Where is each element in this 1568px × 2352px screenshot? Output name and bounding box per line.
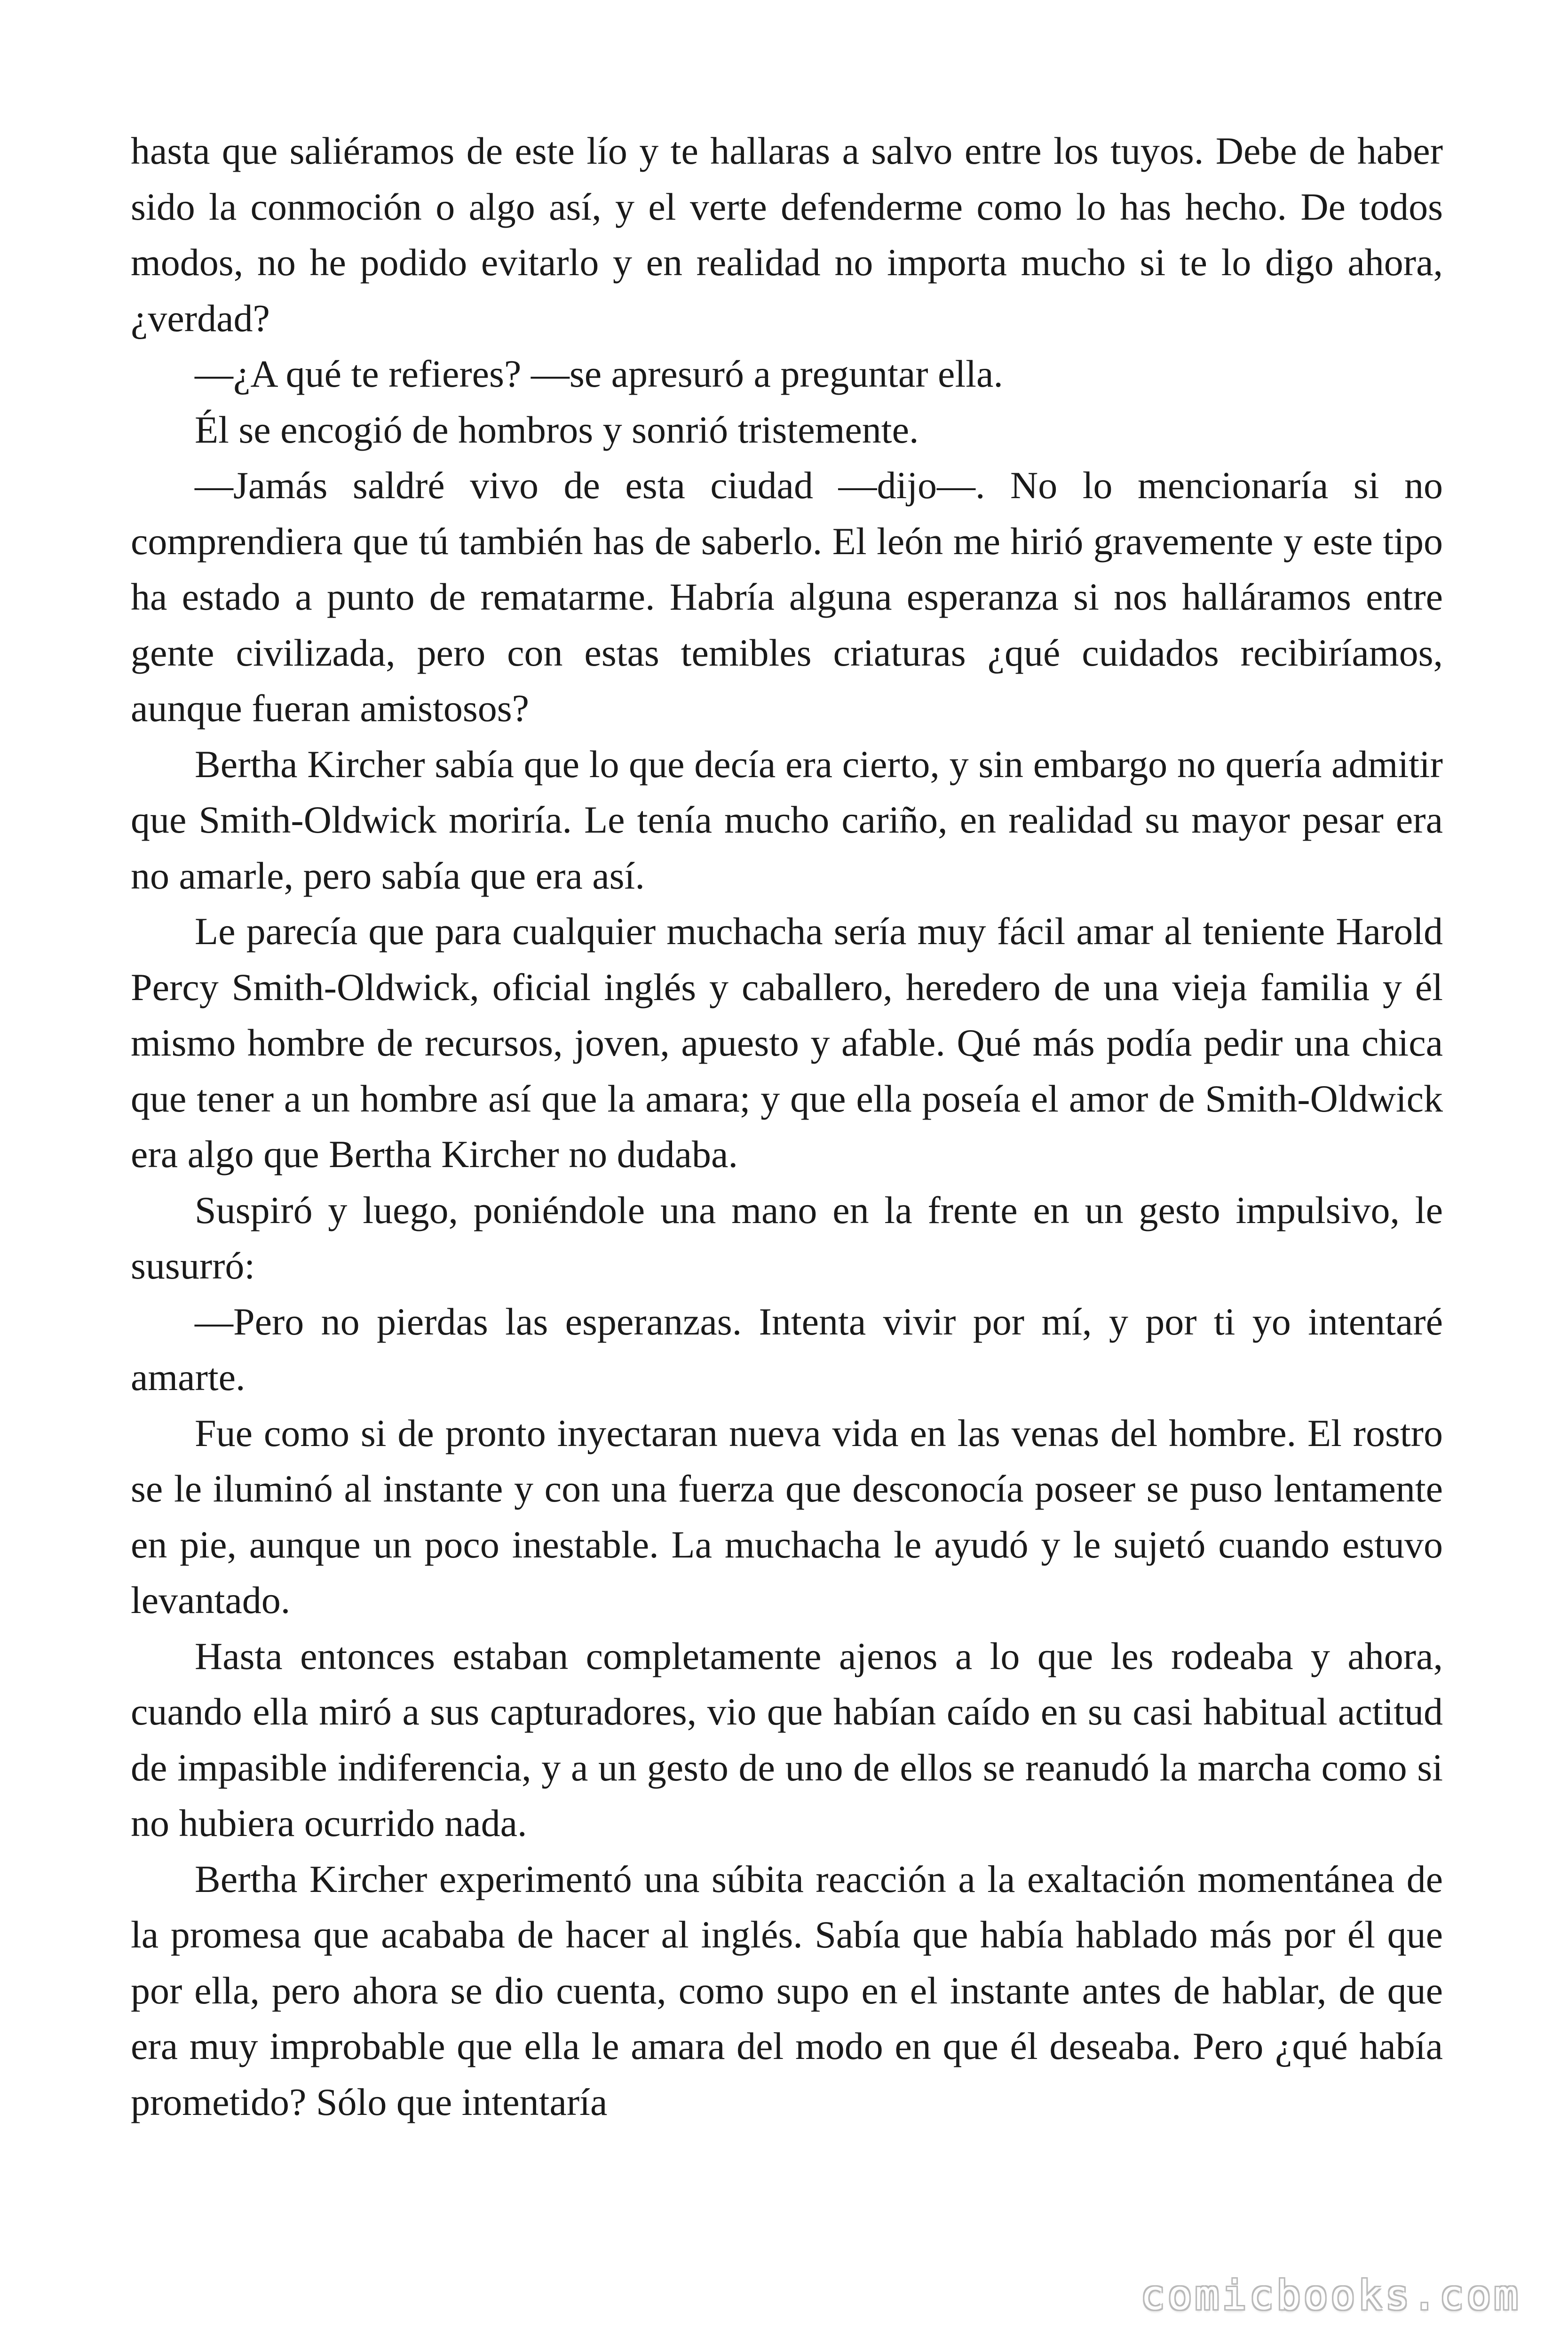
- paragraph: Suspiró y luego, poniéndole una mano en la frente en un gesto impulsivo, le susurró:: [131, 1188, 1443, 1287]
- paragraph: Bertha Kircher experimentó una súbita reacción a la exaltación momentánea de la promesa que acababa de hacer al inglés. Sabía que había hablado más por él que por ella, pero ahora se dio cuenta, como supo en el instante antes de hablar, de que era muy improbable que ella le amara del modo en que él deseaba. Pero ¿qué había prometido? Sólo que intentaría: [131, 1857, 1443, 2123]
- paragraph: Fue como si de pronto inyectaran nueva vida en las venas del hombre. El rostro se le iluminó al instante y con una fuerza que desconocía poseer se puso lentamente en pie, aunque un poco inestable. La muchacha le ayudó y le sujetó cuando estuvo levantado.: [131, 1411, 1443, 1621]
- watermark-logo: comicbooks.com: [1140, 2272, 1521, 2319]
- paragraph: —¿A qué te refieres? —se apresuró a preguntar ella.: [195, 352, 1003, 395]
- paragraph: Hasta entonces estaban completamente ajenos a lo que les rodeaba y ahora, cuando ella miró a sus capturadores, vio que habían caído en su casi habitual actitud de impasible indiferencia, y a un gesto de uno de ellos se reanudó la marcha como si no hubiera ocurrido nada.: [131, 1634, 1443, 1844]
- paragraph: —Jamás saldré vivo de esta ciudad —dijo—. No lo mencionaría si no comprendiera que tú también has de saberlo. El león me hirió gravemente y este tipo ha estado a punto de rematarme. Habría alguna esperanza si nos halláramos entre gente civilizada, pero con estas temibles criaturas ¿qué cuidados recibiríamos, aunque fueran amistosos?: [131, 464, 1443, 730]
- paragraph: —Pero no pierdas las esperanzas. Intenta vivir por mí, y por ti yo intentaré amarte.: [131, 1300, 1443, 1398]
- body-text: [131, 123, 1443, 2130]
- paragraph: Él se encogió de hombros y sonrió tristemente.: [195, 408, 919, 451]
- paragraph: Le parecía que para cualquier muchacha sería muy fácil amar al teniente Harold Percy Smith-Oldwick, oficial inglés y caballero, heredero de una vieja familia y él mismo hombre de recursos, joven, apuesto y afable. Qué más podía pedir una chica que tener a un hombre así que la amara; y que ella poseía el amor de Smith-Oldwick era algo que Bertha Kircher no dudaba.: [131, 910, 1443, 1176]
- paragraph: Bertha Kircher sabía que lo que decía era cierto, y sin embargo no quería admitir que Smith-Oldwick moriría. Le tenía mucho cariño, en realidad su mayor pesar era no amarle, pero sabía que era así.: [131, 742, 1443, 897]
- paragraph-continued: hasta que saliéramos de este lío y te hallaras a salvo entre los tuyos. Debe de haber sido la conmoción o algo así, y el verte defenderme como lo has hecho. De todos modos, no he podido evitarlo y en realidad no importa mucho si te lo digo ahora, ¿verdad?: [131, 129, 1443, 340]
